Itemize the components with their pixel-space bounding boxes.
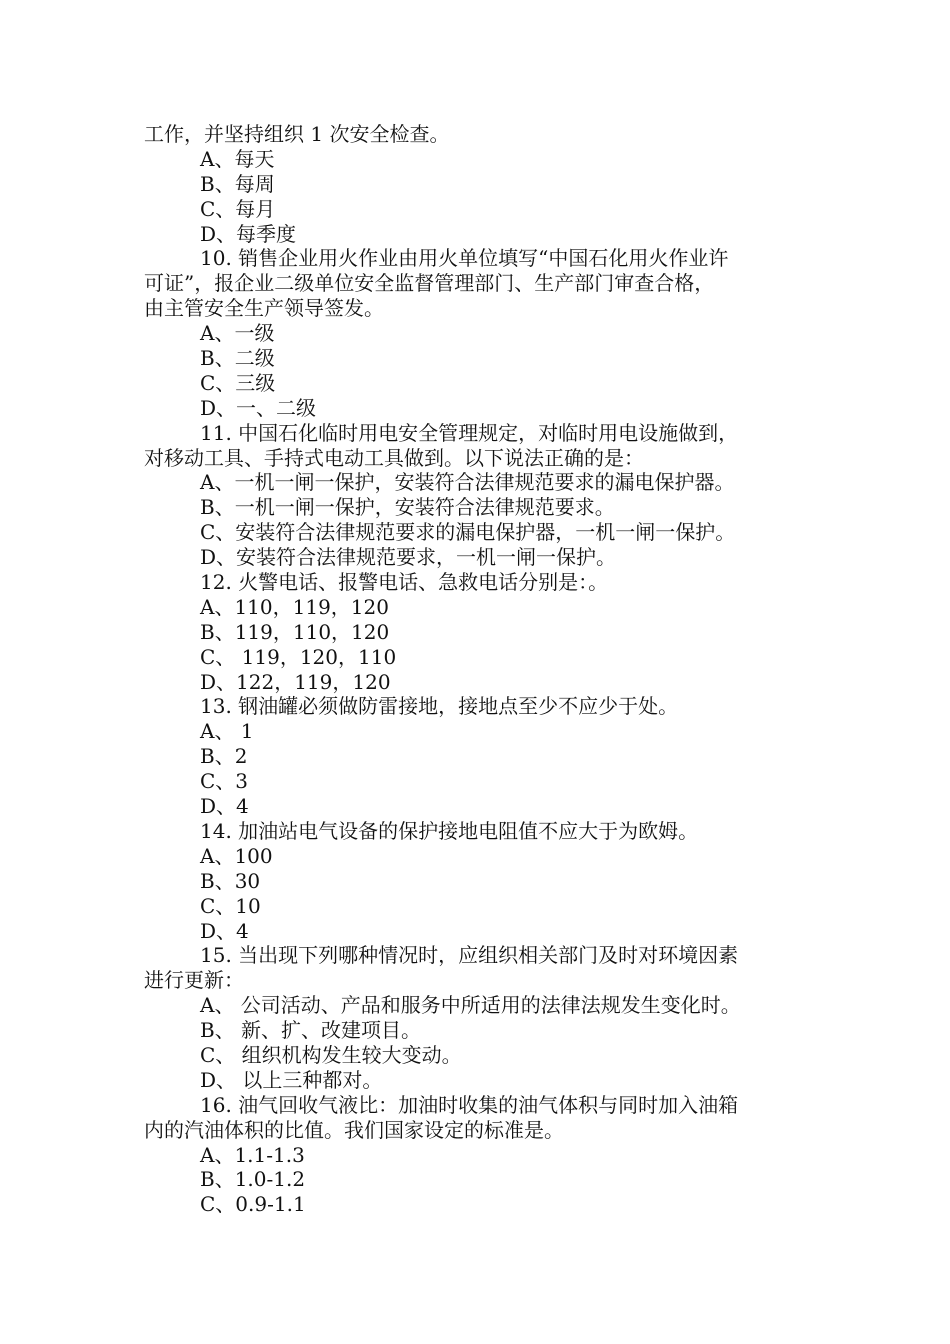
- text-line: 由主管安全生产领导签发。: [144, 296, 384, 321]
- text-line: 12. 火警电话、报警电话、急救电话分别是：。: [200, 570, 609, 595]
- document-body: [144, 122, 809, 1217]
- text-line: 15. 当出现下列哪种情况时，应组织相关部门及时对环境因素: [200, 943, 739, 968]
- text-line: D、122，119，120: [200, 669, 391, 694]
- text-line: B、二级: [200, 346, 275, 371]
- text-line: C、 119，120，110: [200, 644, 397, 669]
- text-line: C、 组织机构发生较大变动。: [200, 1042, 462, 1067]
- text-line: D、一、二级: [200, 395, 317, 420]
- text-line: C、每月: [200, 196, 276, 221]
- text-line: 11. 中国石化临时用电安全管理规定，对临时用电设施做到，: [200, 420, 739, 445]
- text-line: D、4: [200, 918, 249, 943]
- text-line: A、1.1-1.3: [200, 1142, 305, 1167]
- text-line: A、 公司活动、产品和服务中所适用的法律法规发生变化时。: [200, 993, 741, 1018]
- text-line: A、 1: [200, 719, 254, 744]
- text-line: 16. 油气回收气液比：加油时收集的油气体积与同时加入油箱: [200, 1092, 739, 1117]
- text-line: C、0.9-1.1: [200, 1192, 306, 1217]
- text-line: A、100: [200, 843, 273, 868]
- text-line: A、一级: [200, 321, 275, 346]
- text-line: D、4: [200, 794, 249, 819]
- text-line: C、3: [200, 769, 249, 794]
- text-line: B、每周: [200, 171, 275, 196]
- text-line: D、 以上三种都对。: [200, 1067, 383, 1092]
- text-line: A、110，119，120: [200, 594, 389, 619]
- text-line: B、2: [200, 744, 248, 769]
- text-line: 工作，并坚持组织 1 次安全检查。: [144, 122, 450, 146]
- text-line: B、30: [200, 868, 261, 893]
- text-line: 13. 钢油罐必须做防雷接地，接地点至少不应少于处。: [200, 694, 679, 719]
- text-line: D、安装符合法律规范要求，一机一闸一保护。: [200, 545, 617, 570]
- text-line: B、 新、扩、改建项目。: [200, 1018, 422, 1043]
- text-line: B、119，110，120: [200, 619, 390, 644]
- text-line: 14. 加油站电气设备的保护接地电阻值不应大于为欧姆。: [200, 818, 699, 843]
- text-line: 内的汽油体积的比值。我们国家设定的标准是。: [144, 1117, 564, 1142]
- text-line: 10. 销售企业用火作业由用火单位填写“中国石化用火作业许: [200, 246, 729, 271]
- text-line: D、每季度: [200, 221, 297, 246]
- text-line: B、一机一闸一保护，安装符合法律规范要求。: [200, 495, 615, 520]
- text-line: A、一机一闸一保护，安装符合法律规范要求的漏电保护器。: [200, 470, 735, 495]
- text-line: C、10: [200, 893, 261, 918]
- text-line: 可证”，报企业二级单位安全监督管理部门、生产部门审查合格，: [144, 271, 715, 296]
- text-line: 进行更新：: [144, 968, 244, 993]
- text-line: C、安装符合法律规范要求的漏电保护器，一机一闸一保护。: [200, 520, 736, 545]
- text-line: A、每天: [200, 146, 275, 171]
- text-line: 对移动工具、手持式电动工具做到。以下说法正确的是：: [144, 445, 644, 470]
- text-line: B、1.0-1.2: [200, 1167, 306, 1192]
- text-line: C、三级: [200, 370, 276, 395]
